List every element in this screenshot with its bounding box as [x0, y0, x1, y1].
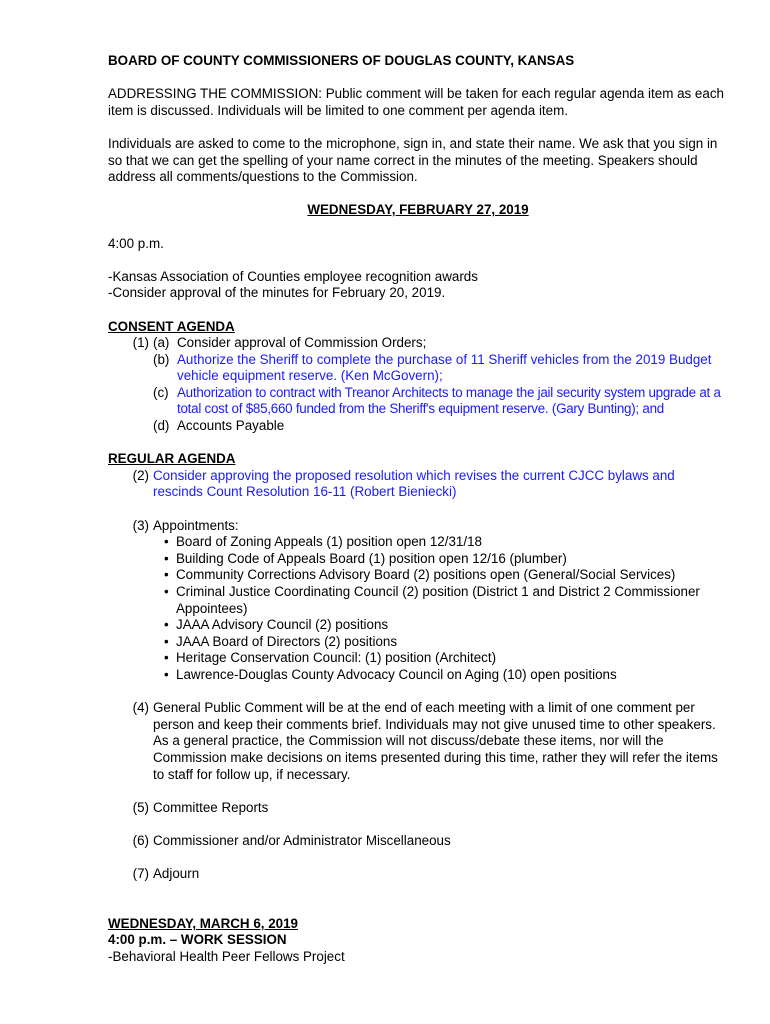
appointments-list [108, 534, 728, 683]
list-item: • Community Corrections Advisory Board (2) positions open (General/Social Services) [176, 567, 728, 584]
consent-text: Consider approval of Commission Orders; [177, 335, 427, 351]
regular-item-7 [108, 866, 728, 883]
miscellaneous-text: Commissioner and/or Administrator Miscellaneous [153, 832, 451, 848]
adjourn-text: Adjourn [153, 866, 200, 882]
addressing-paragraph: ADDRESSING THE COMMISSION: Public comment will be taken for each regular agenda item as each item is discussed. Individuals will be limited to one comment per agenda item. [108, 86, 724, 118]
item-number: (2) [132, 467, 149, 483]
list-item: • Criminal Justice Coordinating Council (2) position (District 1 and District 2 Commissioner Appointees) [176, 584, 728, 617]
individuals-paragraph: Individuals are asked to come to the microphone, sign in, and state their name. We ask that you sign in so that we can get the spelling of your name correct in the minutes of the meeting. Speakers should address all comments/questions to the Commission. [108, 135, 718, 185]
list-item: • Heritage Conservation Council: (1) position (Architect) [176, 650, 728, 667]
item-number: (5) [132, 799, 149, 815]
agenda-document [108, 53, 728, 966]
consent-letter: (a) [153, 335, 170, 351]
item-number: (6) [132, 832, 149, 848]
consent-letter: (d) [153, 418, 170, 434]
consent-agenda-heading: CONSENT AGENDA [108, 318, 235, 334]
regular-item-3 [108, 518, 728, 535]
regular-item-5 [108, 800, 728, 817]
item-number: (3) [132, 517, 149, 533]
public-comment-text: General Public Comment will be at the end of each meeting with a limit of one comment per person and keep their comments brief. Individuals may not give unused time to other speakers. As a general practice, the Commission will not discuss/debate these items, nor will the Commission make decisions on items presented during this time, rather they will refer the items to staff for follow up, if necessary. [153, 700, 718, 782]
consent-item [108, 352, 728, 385]
meeting1-item: -Kansas Association of Counties employee recognition awards [108, 268, 478, 284]
meeting1-item: -Consider approval of the minutes for February 20, 2019. [108, 285, 446, 301]
item-number: (7) [132, 866, 149, 882]
consent-item [108, 385, 728, 418]
regular-item-4 [108, 700, 728, 783]
meeting1-date: WEDNESDAY, FEBRUARY 27, 2019 [307, 202, 529, 218]
regular-item-2 [108, 468, 728, 501]
consent-text: Accounts Payable [177, 418, 285, 434]
meeting2-date: WEDNESDAY, MARCH 6, 2019 [108, 915, 299, 931]
list-item: • Building Code of Appeals Board (1) position open 12/16 (plumber) [176, 551, 728, 568]
consent-letter: (b) [153, 351, 170, 367]
appointments-label: Appointments: [153, 517, 239, 533]
committee-reports-text: Committee Reports [153, 799, 269, 815]
meeting1-time: 4:00 p.m. [108, 235, 164, 251]
consent-link-text[interactable]: Authorize the Sheriff to complete the purchase of 11 Sheriff vehicles from the 2019 Budget vehicle equipment reserve. (Ken McGovern); [177, 351, 712, 384]
item-number: (4) [132, 700, 149, 716]
list-item: • Lawrence-Douglas County Advocacy Council on Aging (10) open positions [176, 667, 728, 684]
regular-item-6 [108, 833, 728, 850]
meeting2-item: -Behavioral Health Peer Fellows Project [108, 949, 345, 965]
regular-agenda-heading: REGULAR AGENDA [108, 451, 236, 467]
consent-number: (1) [132, 335, 149, 351]
list-item: • Board of Zoning Appeals (1) position open 12/31/18 [176, 534, 728, 551]
meeting2-session: 4:00 p.m. – WORK SESSION [108, 932, 287, 948]
consent-letter: (c) [153, 384, 169, 400]
consent-item [108, 335, 728, 352]
consent-item [108, 418, 728, 435]
list-item: • JAAA Advisory Council (2) positions [176, 617, 728, 634]
document-title: BOARD OF COUNTY COMMISSIONERS OF DOUGLAS COUNTY, KANSAS [108, 53, 575, 68]
list-item: • JAAA Board of Directors (2) positions [176, 634, 728, 651]
consent-link-text[interactable]: Authorization to contract with Treanor Architects to manage the jail security system upgrade at a total cost of $85,660 funded from the Sheriff's equipment reserve. (Gary Bunting); and [177, 384, 721, 417]
cjcc-resolution-link[interactable]: Consider approving the proposed resolution which revises the current CJCC bylaws and rescinds Count Resolution 16-11 (Robert Bieniecki) [153, 467, 675, 500]
